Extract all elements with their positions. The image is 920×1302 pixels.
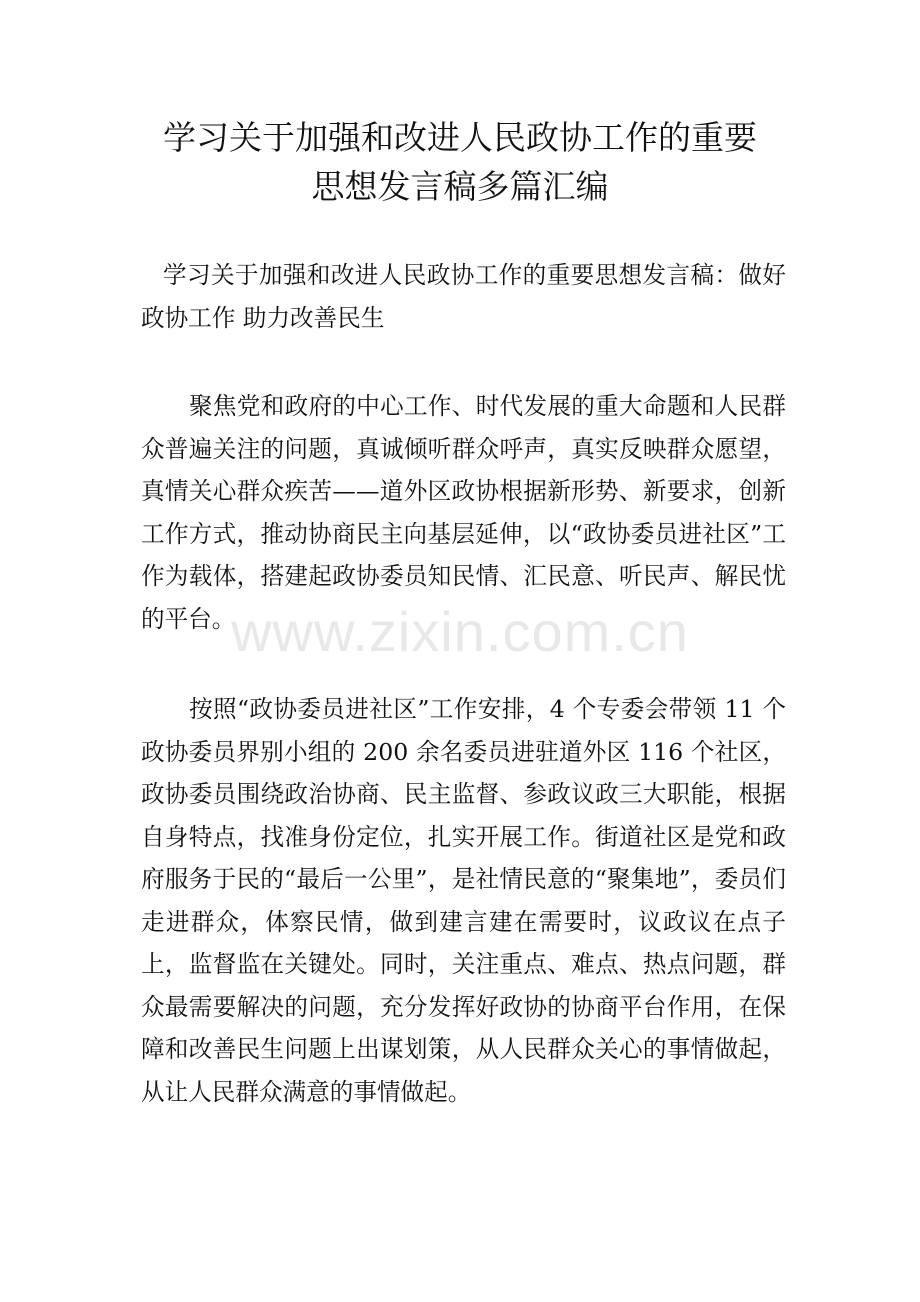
site-watermark: www.zixin.com.cn [231,600,689,663]
document-subtitle: 学习关于加强和改进人民政协工作的重要思想发言稿：做好政协工作 助力改善民生 [141,261,786,332]
body-paragraph-1: 聚焦党和政府的中心工作、时代发展的重大命题和人民群众普遍关注的问题，真诚倾听群众呼声，真实反映群众愿望，真情关心群众疾苦——道外区政协根据新形势、新要求，创新工作方式，推动协商民主向基层延伸，以“政协委员进社区”工作为载体，搭建起政协委员知民情、汇民意、听民声、解民忧的平台。 [141,392,786,633]
body-paragraph-2: 按照“政协委员进社区”工作安排，4 个专委会带领 11 个政协委员界别小组的 200 余名委员进驻道外区 116 个社区，政协委员围绕政治协商、民主监督、参政议政三大职能，根据自身特点，找准身份定位，扎实开展工作。街道社区是党和政府服务于民的“最后一公里”，是社情民意的“聚集地”，委员们走进群众，体察民情，做到建言建在需要时，议政议在点子上，监督监在关键处。同时，关注重点、难点、热点问题，群众最需要解决的问题，充分发挥好政协的协商平台作用，在保障和改善民生问题上出谋划策，从人民群众关心的事情做起，从让人民群众满意的事情做起。 [141,695,786,1106]
document-title-line-1: 学习关于加强和改进人民政协工作的重要 [163,118,757,157]
document-title-line-2: 思想发言稿多篇汇编 [311,167,609,206]
